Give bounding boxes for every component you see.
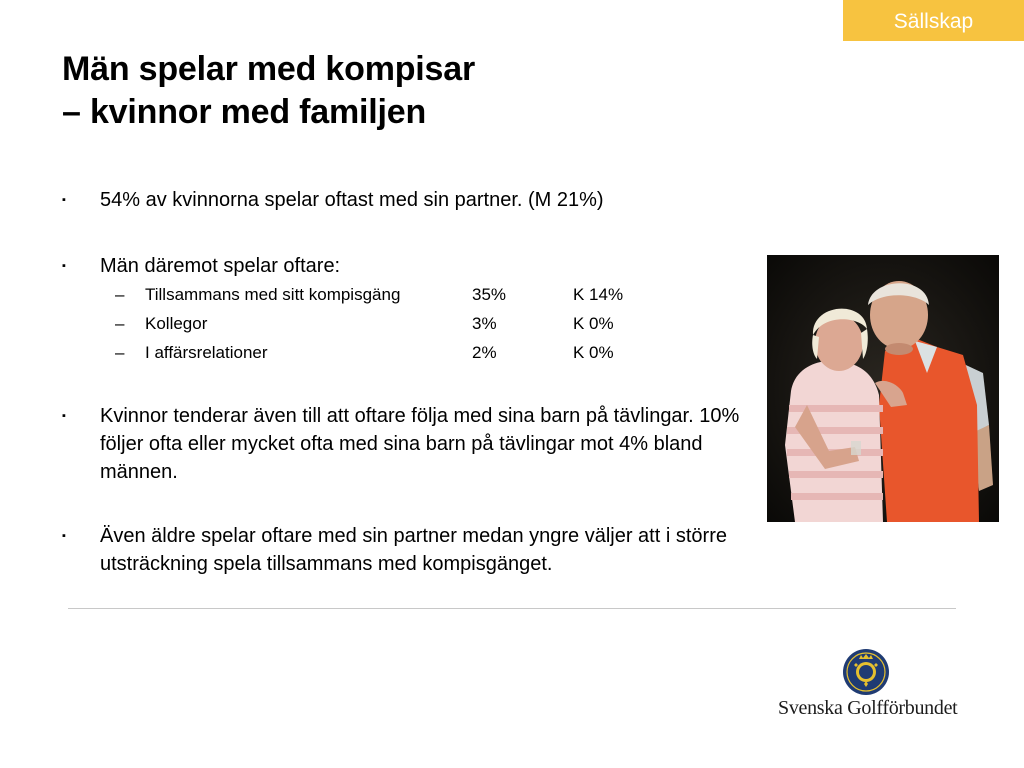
sub-women-value: K 0% <box>573 314 614 333</box>
sub-men-value: 35% <box>472 285 507 304</box>
bullet-marker: ▪ <box>62 194 66 206</box>
title-line-2: – kvinnor med familjen <box>62 93 427 131</box>
bullet-item <box>62 186 742 214</box>
bullet-text: Även äldre spelar oftare med sin partner medan yngre väljer att i större utsträckning spela tillsammans med kompisgänget. <box>100 525 727 575</box>
bullet-item <box>62 252 742 280</box>
bullet-marker: ▪ <box>62 260 66 272</box>
sub-women-value: K 0% <box>573 343 614 362</box>
bullet-marker: ▪ <box>62 530 66 542</box>
golf-federation-logo-text: Svenska Golfförbundet <box>778 697 958 719</box>
bullet-item <box>62 402 742 486</box>
sub-dash: – <box>115 314 125 333</box>
footer-divider <box>68 608 956 609</box>
category-tag: Sällskap <box>843 0 1024 41</box>
bullet-item <box>62 522 742 578</box>
bullet-text: 54% av kvinnorna spelar oftast med sin partner. (M 21%) <box>100 189 604 211</box>
sub-label: Tillsammans med sitt kompisgäng <box>145 285 401 304</box>
sub-men-value: 3% <box>472 314 497 333</box>
golf-federation-emblem-icon <box>842 648 890 696</box>
couple-photo <box>767 255 999 522</box>
sub-dash: – <box>115 343 125 362</box>
sub-dash: – <box>115 285 125 304</box>
sub-label: Kollegor <box>145 314 208 333</box>
bullet-text: Kvinnor tenderar även till att oftare följa med sina barn på tävlingar. 10% följer ofta eller mycket ofta med sina barn på tävlingar mot 4% bland männen. <box>100 405 740 483</box>
bullet-marker: ▪ <box>62 410 66 422</box>
title-line-1: Män spelar med kompisar <box>62 50 475 88</box>
bullet-text: Män däremot spelar oftare: <box>100 255 341 277</box>
sub-women-value: K 14% <box>573 285 624 304</box>
sub-label: I affärsrelationer <box>145 343 268 362</box>
sub-men-value: 2% <box>472 343 497 362</box>
slide-title <box>62 48 475 134</box>
